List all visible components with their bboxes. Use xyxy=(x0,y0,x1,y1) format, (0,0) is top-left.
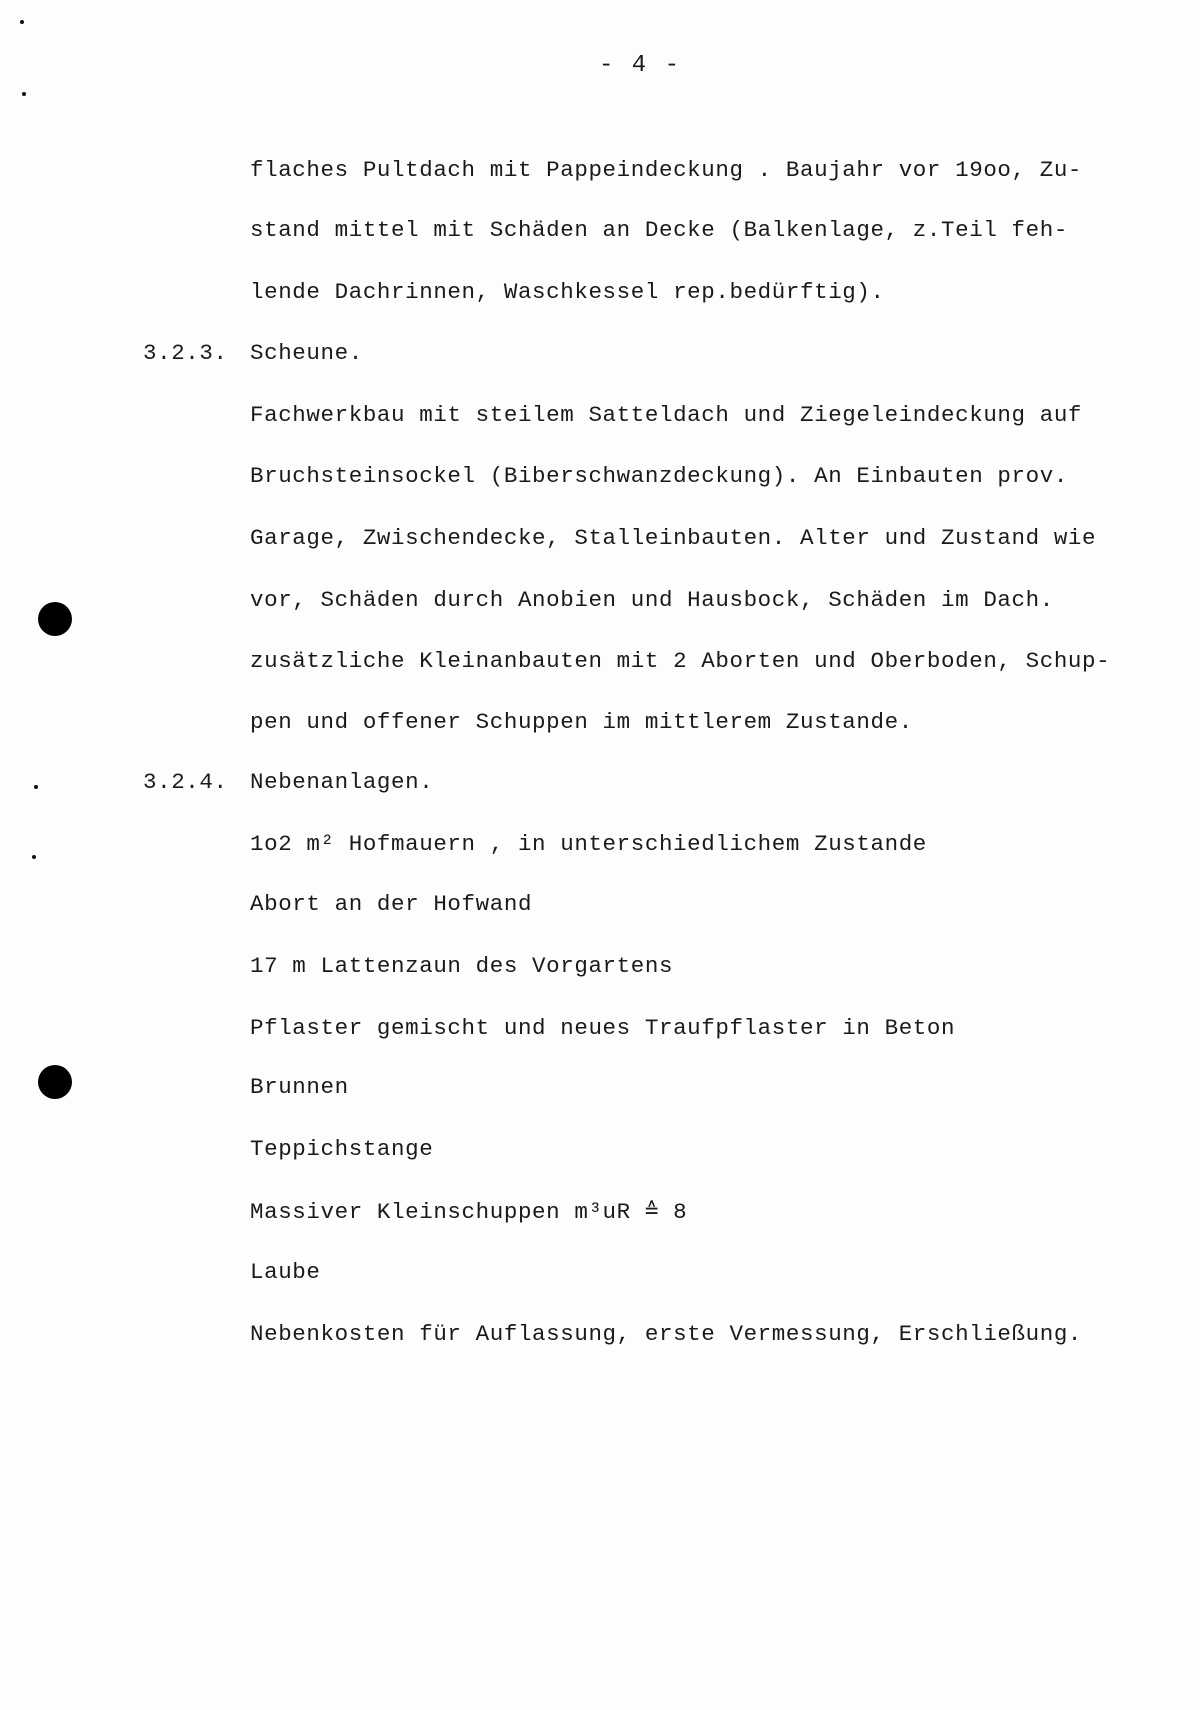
list-item: 17 m Lattenzaun des Vorgartens xyxy=(250,953,674,979)
margin-speck xyxy=(34,785,38,789)
paragraph-line: lende Dachrinnen, Waschkessel rep.bedürftig). xyxy=(250,279,885,305)
paragraph-line: stand mittel mit Schäden an Decke (Balkenlage, z.Teil feh- xyxy=(250,217,1068,243)
section-line: Fachwerkbau mit steilem Satteldach und Ziegeleindeckung auf xyxy=(250,402,1083,428)
section-title: Nebenanlagen. xyxy=(250,769,434,795)
section-number: 3.2.3. xyxy=(143,340,228,366)
list-item: Teppichstange xyxy=(250,1136,434,1162)
section-line: Garage, Zwischendecke, Stalleinbauten. Alter und Zustand wie xyxy=(250,525,1097,551)
list-item: 1o2 m² Hofmauern , in unterschiedlichem Zustande xyxy=(250,831,927,857)
paragraph-line: flaches Pultdach mit Pappeindeckung . Baujahr vor 19oo, Zu- xyxy=(250,157,1083,183)
section-line: vor, Schäden durch Anobien und Hausbock, Schäden im Dach. xyxy=(250,587,1054,613)
list-item: Brunnen xyxy=(250,1074,349,1100)
margin-speck xyxy=(22,92,26,96)
section-number: 3.2.4. xyxy=(143,769,228,795)
list-item: Pflaster gemischt und neues Traufpflaster in Beton xyxy=(250,1015,956,1041)
section-line: pen und offener Schuppen im mittlerem Zustande. xyxy=(250,709,913,735)
list-item: Laube xyxy=(250,1259,321,1285)
margin-speck xyxy=(20,20,24,24)
list-item: Massiver Kleinschuppen m³uR ≙ 8 xyxy=(250,1199,688,1225)
page-number: - 4 - xyxy=(598,52,681,79)
punch-hole xyxy=(38,1065,72,1099)
list-item: Abort an der Hofwand xyxy=(250,891,533,917)
section-title: Scheune. xyxy=(250,340,363,366)
list-item: Nebenkosten für Auflassung, erste Vermessung, Erschließung. xyxy=(250,1321,1083,1347)
punch-hole xyxy=(38,602,72,636)
margin-speck xyxy=(32,855,36,859)
section-line: Bruchsteinsockel (Biberschwanzdeckung). An Einbauten prov. xyxy=(250,463,1068,489)
section-line: zusätzliche Kleinanbauten mit 2 Aborten und Oberboden, Schup- xyxy=(250,648,1111,674)
